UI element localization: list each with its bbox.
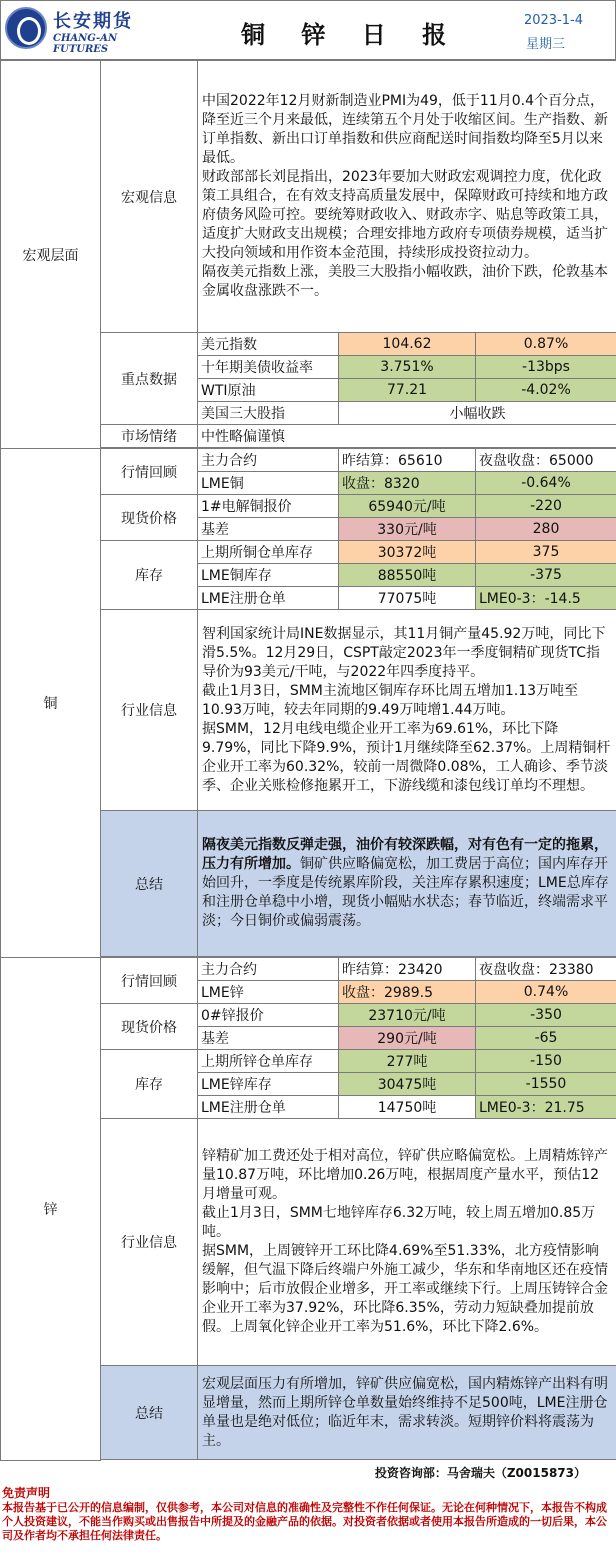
disclaimer-text: 本报告基于已公开的信息编制，仅供参考，本公司对信息的准确性及完整性不作任何保证。无论在何种情况下，本报告不构成个人投资建议，不能当作购买或出售报告中所提及的金融产品的依据。对投资者依据或者使用本报告所造成的一切后果，本公司及作者均不承担任何法律责任。 [2,1500,607,1542]
row-value: 330元/吨 [339,518,476,541]
paragraph: 截止1月3日，SMM主流地区铜库存环比周五增加1.13万吨至10.93万吨，较去年同期的9.49万吨增1.44万吨。 [202,682,579,718]
section-label-zinc: 锌 [1,958,101,1461]
row-name: 主力合约 [198,449,339,472]
key-data-change: -4.02% [476,379,616,402]
row-value: 23710元/吨 [339,1004,476,1027]
report-title: 铜 锌 日 报 [241,21,461,49]
row-value: 14750吨 [339,1096,476,1119]
row-value: 昨结算：23420 [339,958,476,981]
label-copper-stock: 库存 [101,541,198,610]
report-header [0,0,616,60]
row-name: 上期所锌仓单库存 [198,1050,339,1073]
row-change: 375 [476,541,616,564]
label-zinc-stock: 库存 [101,1050,198,1119]
key-data-change: 0.87% [476,333,616,356]
row-value: 77075吨 [339,587,476,610]
row-change: LME0-3：-14.5 [476,587,616,610]
row-name: LME铜库存 [198,564,339,587]
key-data-value: 104.62 [339,333,476,356]
row-name: 基差 [198,1027,339,1050]
logo-chinese-name: 长安期货 [53,11,133,32]
label-zinc-review: 行情回顾 [101,958,198,1004]
paragraph: 据SMM，12月电线电缆企业开工率为69.61%，环比下降9.79%，同比下降9.9%，预计1月继续降至62.37%。上周精铜杆企业开工率为60.32%，较前一周微降0.08%，工人确诊、季节淡季、企业关账检修拖累开工，下游线缆和漆包线订单均不理想。 [202,720,611,794]
paragraph: 锌精矿加工费还处于相对高位，锌矿供应略偏宽松。上周精炼锌产量10.87万吨，环比增加0.26万吨，根据周度产量水平，预估12月增量可观。 [202,1148,608,1202]
label-macro-info: 宏观信息 [101,61,198,333]
section-label-copper: 铜 [1,449,101,958]
disclaimer-title: 免责声明 [2,1485,51,1500]
key-data-value: 3.751% [339,356,476,379]
company-logo [5,7,165,55]
row-value: 夜盘收盘：65000 [476,449,616,472]
section-label-macro: 宏观层面 [1,61,101,449]
consultant-credit: 投资咨询部：马舍瑞夫（Z0015873） [374,1465,586,1480]
row-value: 昨结算：65610 [339,449,476,472]
row-value: 88550吨 [339,564,476,587]
row-name: LME锌库存 [198,1073,339,1096]
label-zinc-summary: 总结 [101,1366,198,1460]
report-date: 2023-1-4 [523,13,583,28]
row-value: 277吨 [339,1050,476,1073]
row-name: 上期所铜仓单库存 [198,541,339,564]
paragraph: 智利国家统计局INE数据显示，其11月铜产量45.92万吨，同比下滑5.5%。12月29日，CSPT敲定2023年一季度铜精矿现货TC指导价为93美元/干吨，与2022年四季度持平。 [202,625,606,680]
row-change: -375 [476,564,616,587]
paragraph: 财政部部长刘昆指出，2023年要加大财政宏观调控力度，优化政策工具组合，在有效支持高质量发展中，保障财政可持续和地方政府债务风险可控。要统筹财政收入、财政赤字、贴息等政策工具，适度扩大财政支出规模；合理安排地方政府专项债券规模，适当扩大投向领域和用作资本金范围，持续形成投资拉动力。 [202,169,608,261]
label-copper-summary: 总结 [101,811,198,957]
key-data-name: 十年期美债收益率 [198,356,339,379]
row-value: 30475吨 [339,1073,476,1096]
row-value: 收盘：8320 [339,472,476,495]
row-change: LME0-3：21.75 [476,1096,616,1119]
row-name: 基差 [198,518,339,541]
row-change: -1550 [476,1073,616,1096]
paragraph: 隔夜美元指数上涨，美股三大股指小幅收跌，油价下跌，伦敦基本金属收盘涨跌不一。 [202,264,608,299]
macro-info-text [198,61,616,333]
row-value: 夜盘收盘：23380 [476,958,616,981]
row-change: -350 [476,1004,616,1027]
label-zinc-industry: 行业信息 [101,1119,198,1366]
row-value: 30372吨 [339,541,476,564]
row-name: 0#锌报价 [198,1004,339,1027]
report-weekday: 星期三 [525,37,565,52]
row-change: 280 [476,518,616,541]
copper-summary-text [198,811,616,957]
row-name: LME注册仓单 [198,1096,339,1119]
paragraph: 据SMM，上周镀锌开工环比降4.69%至51.33%，北方疫情影响缓解，但气温下降后终端户外施工减少，华东和华南地区还在疫情影响中；后市放假企业增多，开工率或继续下行。上周压铸锌合金企业开工率为37.92%，环比降6.35%，劳动力短缺叠加提前放假。上周氧化锌企业开工率为51.6%，环比下降2.6%。 [202,1243,608,1335]
logo-english-name: CHANG-AN FUTURES [53,33,118,55]
sentiment-value: 中性略偏谨慎 [198,425,616,448]
row-name: LME锌 [198,981,339,1004]
row-change: -150 [476,1050,616,1073]
row-change: -220 [476,495,616,518]
zinc-industry-text [198,1119,616,1366]
key-data-value: 77.21 [339,379,476,402]
report-footer [0,1461,616,1544]
summary-body: 铜矿供应略偏宽松，加工费居于高位；国内库存开始回升，一季度是传统累库阶段，关注库存累积速度；LME总库存和注册仓单稳中小增，现货小幅贴水状态；春节临近，终端需求平淡；今日铜价或偏弱震荡。 [202,856,609,929]
key-data-name: 美元指数 [198,333,339,356]
row-change: -0.64% [476,472,616,495]
key-data-change: -13bps [476,356,616,379]
key-data-name: 美国三大股指 [198,402,339,425]
copper-industry-text [198,610,616,811]
report-table [0,60,616,1461]
label-sentiment: 市场情绪 [101,425,198,448]
row-name: 主力合约 [198,958,339,981]
summary-highlight: 隔夜美元指数反弹走强，油价有较深跌幅，对有色有一定的拖累，压力有所增加。 [202,837,608,872]
row-name: LME注册仓单 [198,587,339,610]
paragraph: 中国2022年12月财新制造业PMI为49，低于11月0.4个百分点，降至近三个月来最低，连续第五个月处于收缩区间。生产指数、新订单指数、新出口订单指数和供应商配送时间指数均降至5月以来最低。 [202,93,608,166]
key-data-value: 小幅收跌 [339,402,616,425]
paragraph: 截止1月3日，SMM七地锌库存6.32万吨，较上周五增加0.85万吨。 [202,1205,596,1240]
label-key-data: 重点数据 [101,333,198,425]
key-data-name: WTI原油 [198,379,339,402]
row-change: 0.74% [476,981,616,1004]
label-copper-review: 行情回顾 [101,449,198,495]
row-name: LME铜 [198,472,339,495]
zinc-summary-text: 宏观层面压力有所增加，锌矿供应偏宽松，国内精炼锌产出料有明显增量，然而上期所锌仓单数量始终维持不足500吨，LME注册仓单量也是绝对低位；临近年末，需求转淡。短期锌价料将震荡为主。 [198,1366,616,1460]
logo-emblem-icon [5,7,47,49]
label-copper-industry: 行业信息 [101,610,198,811]
label-copper-spot: 现货价格 [101,495,198,541]
row-value: 65940元/吨 [339,495,476,518]
row-name: 1#电解铜报价 [198,495,339,518]
row-value: 290元/吨 [339,1027,476,1050]
row-change: -65 [476,1027,616,1050]
label-zinc-spot: 现货价格 [101,1004,198,1050]
row-value: 收盘：2989.5 [339,981,476,1004]
